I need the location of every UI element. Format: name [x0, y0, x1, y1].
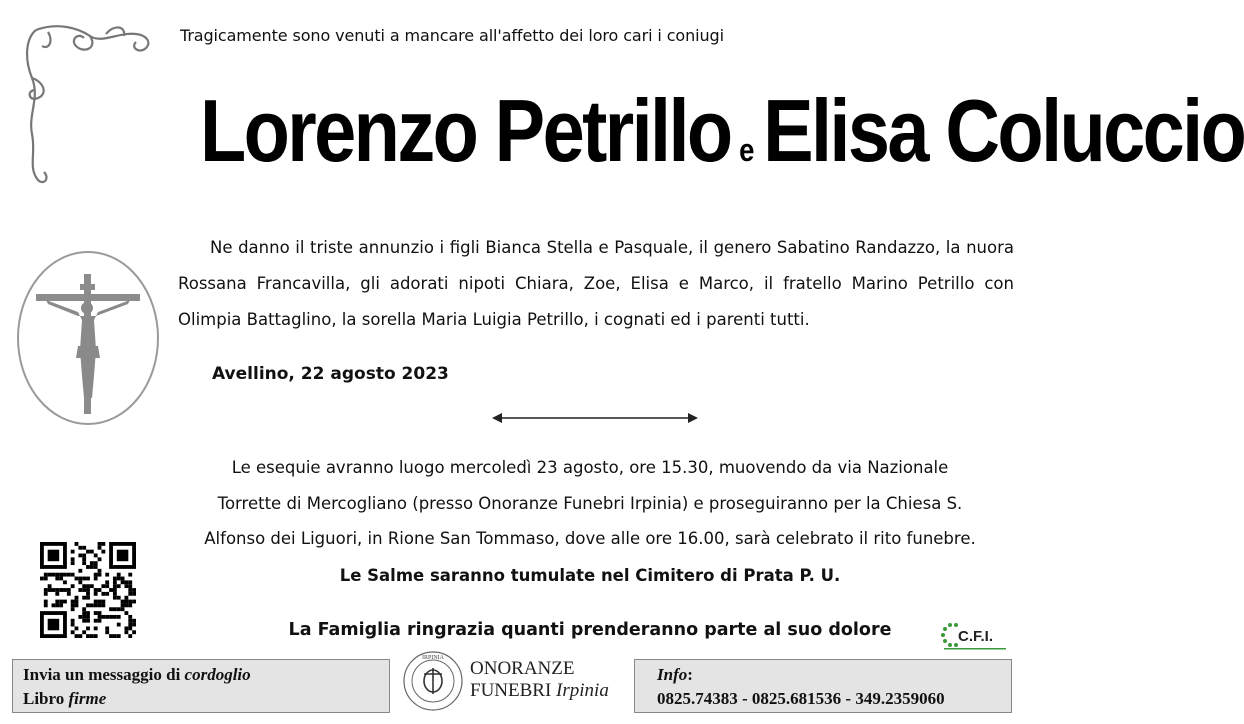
- info-label: Info: [657, 665, 688, 684]
- names-conjunction: e: [739, 132, 755, 168]
- seal-top-text: IRPINIA: [422, 655, 444, 661]
- phone-numbers[interactable]: 0825.74383 - 0825.681536 - 349.2359060: [657, 689, 945, 708]
- info-box: Info: 0825.74383 - 0825.681536 - 349.2359060: [634, 659, 1012, 713]
- announcement-text: Ne danno il triste annunzio i figli Bianca Stella e Pasquale, il genero Sabatino Randazzo, la nuora Rossana Francavilla, gli adorati nipoti Chiara, Zoe, Elisa e Marco, il fratello Marino Petrillo con Olimpia Battaglino, la sorella Maria Luigia Petrillo, i cognati ed i parenti tutti.: [178, 238, 1014, 329]
- condolence-box[interactable]: [12, 659, 390, 713]
- funeral-line-3: Alfonso dei Liguori, in Rione San Tommaso, dove alle ore 16.00, sarà celebrato il rito funebre.: [204, 529, 976, 548]
- thanks-text: La Famiglia ringrazia quanti prenderanno parte al suo dolore: [288, 620, 892, 640]
- place-date: Avellino, 22 agosto 2023: [212, 364, 449, 384]
- burial-text: Le Salme saranno tumulate nel Cimitero di Prata P. U.: [339, 566, 841, 585]
- funeral-line-2: Torrette di Mercogliano (presso Onoranze Funebri Irpinia) e proseguiranno per la Chiesa S.: [217, 494, 963, 513]
- funeral-line-1: Le esequie avranno luogo mercoledì 23 agosto, ore 15.30, muovendo da via Nazionale: [231, 458, 949, 477]
- deceased-names: [200, 78, 1244, 184]
- guestbook-link[interactable]: Libro firme: [23, 689, 107, 708]
- cfi-text: C.F.I.: [958, 628, 994, 645]
- intro-text: Tragicamente sono venuti a mancare all'affetto dei loro cari i coniugi: [180, 26, 724, 45]
- deceased-name-2: Elisa Coluccio: [763, 81, 1244, 180]
- double-arrow-icon: [490, 410, 700, 426]
- ornament-corner-icon: [18, 18, 158, 188]
- crucifix-icon: [16, 250, 160, 426]
- cfi-logo: [940, 620, 1010, 652]
- condolence-message-link[interactable]: Invia un messaggio di cordoglio: [23, 665, 251, 684]
- funeral-home-name: ONORANZE FUNEBRI Irpinia: [470, 658, 609, 701]
- funeral-home-seal-logo: [402, 650, 464, 712]
- qr-code-icon[interactable]: [40, 542, 136, 638]
- deceased-name-1: Lorenzo Petrillo: [200, 81, 731, 180]
